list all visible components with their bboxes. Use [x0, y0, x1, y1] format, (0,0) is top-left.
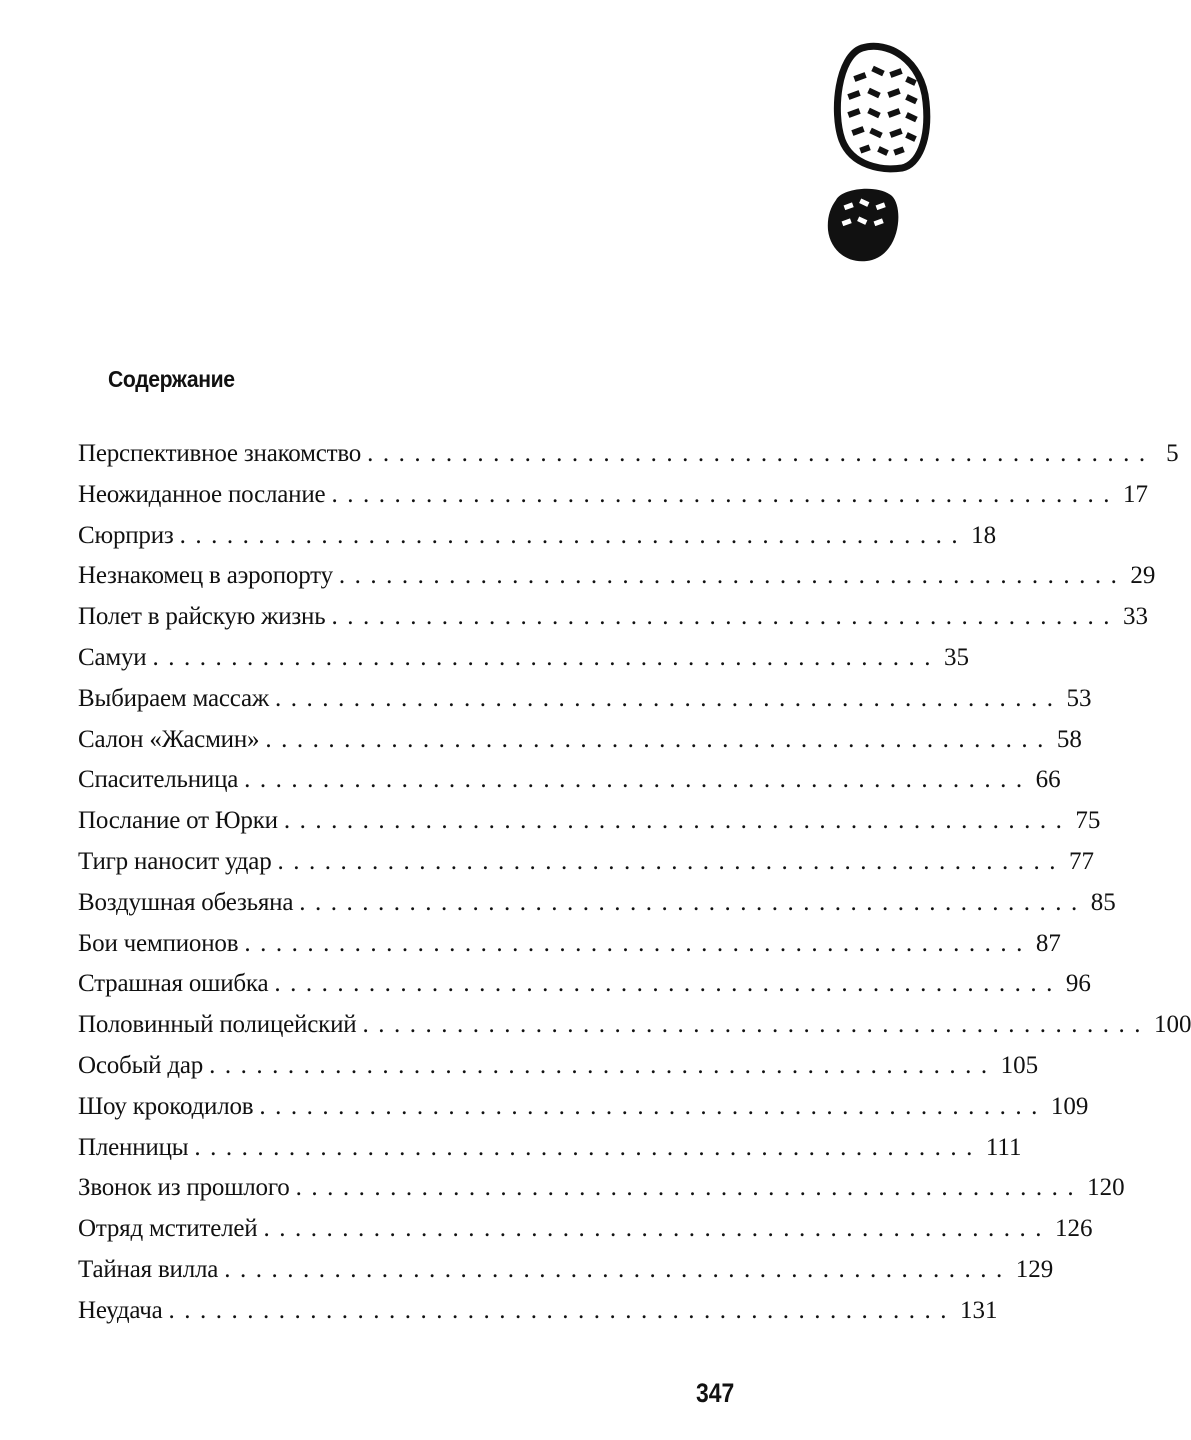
- toc-entry-title: Незнакомец в аэропорту: [78, 562, 333, 590]
- dot-leader: ..................................................: [362, 1011, 1150, 1039]
- toc-entry-page: 111: [985, 1133, 1022, 1161]
- dot-leader: ..................................................: [274, 970, 1062, 998]
- toc-entry-title: Перспективное знакомство: [78, 440, 362, 467]
- toc-entry: [78, 1087, 1089, 1128]
- toc-entry-title: Неудача: [78, 1296, 163, 1324]
- toc-entry: [78, 516, 997, 557]
- toc-entry-title: Звонок из прошлого: [78, 1174, 290, 1202]
- toc-entry: [78, 679, 1092, 720]
- toc-entry-page: 66: [1035, 766, 1061, 794]
- toc-entry-title: Полет в райскую жизнь: [78, 603, 326, 631]
- toc-entry-page: 33: [1122, 603, 1148, 631]
- dot-leader: ..................................................: [168, 1296, 957, 1324]
- toc-entry-title: Особый дар: [78, 1051, 204, 1079]
- toc-entry-title: Самуи: [78, 643, 147, 671]
- toc-entry-page: 18: [971, 521, 997, 549]
- toc-entry-page: 58: [1056, 725, 1082, 753]
- toc-entry-title: Спасительница: [78, 766, 239, 794]
- toc-entry-title: Послание от Юрки: [78, 807, 278, 835]
- toc-entry-page: 29: [1130, 562, 1156, 590]
- toc-entry-page: 75: [1075, 807, 1101, 835]
- dot-leader: ..................................................: [283, 807, 1072, 835]
- dot-leader: ..................................................: [295, 1174, 1084, 1202]
- dot-leader: ..................................................: [277, 847, 1065, 875]
- toc-entry: [78, 964, 1091, 1005]
- toc-entry: [78, 1005, 1191, 1046]
- toc-entry: [78, 1250, 1054, 1291]
- toc-entry-title: Бои чемпионов: [78, 929, 239, 957]
- toc-entry-page: 109: [1050, 1092, 1089, 1120]
- toc-entry-title: Страшная ошибка: [78, 970, 269, 998]
- toc-entry-page: 126: [1054, 1215, 1093, 1243]
- toc-entry: [78, 842, 1094, 883]
- toc-list: [78, 434, 1191, 1332]
- toc-entry-title: Тайная вилла: [78, 1255, 219, 1283]
- toc-entry: [78, 1291, 998, 1332]
- toc-entry: [78, 1046, 1039, 1087]
- toc-entry-title: Пленницы: [78, 1133, 189, 1161]
- toc-entry-page: 105: [1000, 1051, 1039, 1079]
- toc-entry-title: Сюрприз: [78, 521, 174, 549]
- toc-entry-page: 5: [1166, 440, 1179, 467]
- dot-leader: ..................................................: [194, 1133, 982, 1161]
- dot-leader: ..................................................: [274, 684, 1063, 712]
- toc-entry-page: 77: [1069, 847, 1094, 875]
- toc-entry: [78, 801, 1101, 842]
- toc-entry: [78, 883, 1116, 924]
- toc-entry: [78, 760, 1061, 801]
- dot-leader: ..................................................: [338, 562, 1127, 590]
- toc-entry-page: 85: [1090, 888, 1116, 916]
- toc-entry: [78, 556, 1156, 597]
- dot-leader: ..................................................: [179, 521, 968, 549]
- toc-entry-page: 53: [1066, 684, 1092, 712]
- footprint-icon: [818, 40, 938, 270]
- dot-leader: ..................................................: [244, 766, 1032, 794]
- toc-entry-page: 35: [943, 643, 969, 671]
- toc-entry-page: 87: [1035, 929, 1061, 957]
- toc-entry-title: Половинный полицейский: [78, 1011, 357, 1039]
- page-number: 347: [696, 1378, 735, 1408]
- toc-entry-title: Неожиданное послание: [78, 480, 326, 508]
- toc-entry-title: Воздушная обезьяна: [78, 888, 294, 916]
- toc-entry-title: Выбираем массаж: [78, 684, 269, 712]
- dot-leader: ..................................................: [244, 929, 1032, 957]
- toc-entry-page: 120: [1087, 1174, 1125, 1202]
- toc-entry: [78, 597, 1148, 638]
- toc-entry: [78, 924, 1061, 965]
- dot-leader: ..................................................: [367, 440, 1155, 467]
- toc-entry-title: Тигр наносит удар: [78, 847, 272, 875]
- dot-leader: ..................................................: [263, 1215, 1051, 1243]
- dot-leader: ..................................................: [259, 1092, 1047, 1120]
- toc-entry: [78, 1128, 1022, 1169]
- toc-entry-title: Отряд мстителей: [78, 1215, 258, 1243]
- toc-entry: [78, 638, 969, 679]
- toc-entry: [78, 434, 1179, 475]
- toc-entry-page: 17: [1122, 480, 1148, 508]
- dot-leader: ..................................................: [265, 725, 1053, 753]
- toc-entry-title: Салон «Жасмин»: [78, 725, 260, 753]
- toc-entry-page: 129: [1015, 1255, 1054, 1283]
- toc-entry: [78, 720, 1082, 761]
- toc-entry: [78, 1168, 1125, 1209]
- dot-leader: ..................................................: [331, 480, 1119, 508]
- toc-entry: [78, 475, 1148, 516]
- dot-leader: ..................................................: [224, 1255, 1012, 1283]
- toc-entry: [78, 1209, 1093, 1250]
- toc-entry-page: 131: [960, 1296, 998, 1324]
- dot-leader: ..................................................: [331, 603, 1119, 631]
- dot-leader: ..................................................: [152, 643, 940, 671]
- toc-heading: Содержание: [108, 366, 235, 392]
- dot-leader: ..................................................: [299, 888, 1087, 916]
- toc-entry-title: Шоу крокодилов: [78, 1092, 254, 1120]
- toc-entry-page: 100: [1153, 1011, 1191, 1039]
- dot-leader: ..................................................: [209, 1051, 997, 1079]
- toc-entry-page: 96: [1065, 970, 1091, 998]
